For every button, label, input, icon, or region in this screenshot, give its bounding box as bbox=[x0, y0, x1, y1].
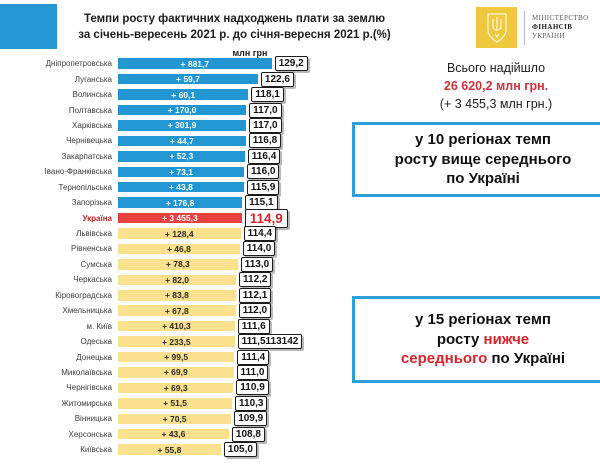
bar bbox=[118, 429, 229, 440]
percent-value-box: 129,2 bbox=[275, 56, 308, 71]
chart-row bbox=[0, 71, 355, 86]
percent-value-box: 114,0 bbox=[243, 241, 275, 256]
chart-row bbox=[0, 195, 355, 210]
bar-delta-label: + 60,1 bbox=[171, 89, 196, 100]
chart-row bbox=[0, 226, 355, 241]
region-label: Україна bbox=[82, 213, 112, 223]
bar-delta-label: + 881,7 bbox=[180, 58, 210, 69]
bar bbox=[118, 182, 244, 193]
percent-value-box: 112,0 bbox=[239, 303, 271, 318]
percent-value-box: 116,4 bbox=[248, 149, 280, 164]
bar-delta-label: + 99,5 bbox=[164, 352, 189, 363]
bar-delta-label: + 59,7 bbox=[176, 74, 200, 85]
region-label: Херсонська bbox=[68, 429, 112, 439]
bar bbox=[118, 58, 272, 69]
percent-value-box: 108,8 bbox=[232, 427, 265, 442]
bar-delta-label: + 69,9 bbox=[163, 367, 188, 378]
bar-delta-label: + 170,0 bbox=[167, 105, 197, 116]
bar-delta-label: + 43,8 bbox=[168, 182, 193, 193]
bar-delta-label: + 128,4 bbox=[164, 228, 194, 239]
bar bbox=[118, 244, 240, 255]
callout2-line3-black: по Україні bbox=[487, 350, 566, 368]
chart-row bbox=[0, 149, 355, 164]
chart-row bbox=[0, 303, 355, 318]
callout2-line3-red: середнього bbox=[400, 350, 488, 368]
bar-delta-label: + 176,8 bbox=[165, 197, 195, 208]
bar-delta-label: + 73,1 bbox=[169, 166, 193, 177]
title-line-1: Темпи росту фактичних надходжень плати за землю bbox=[83, 13, 386, 25]
bar bbox=[118, 290, 236, 301]
region-label: Волинська bbox=[72, 90, 112, 100]
bar bbox=[118, 275, 236, 286]
percent-value-box: 115,9 bbox=[247, 180, 279, 195]
bar bbox=[118, 398, 232, 409]
chart-row bbox=[0, 87, 355, 102]
callout1-line-3: по Україні bbox=[446, 170, 520, 188]
callout2-line-3 bbox=[401, 349, 565, 369]
region-label: Дніпропетровська bbox=[45, 59, 112, 69]
region-label: Одеська bbox=[80, 337, 112, 347]
chart-row bbox=[0, 318, 355, 333]
bar bbox=[118, 228, 241, 239]
callout-above-average bbox=[352, 122, 600, 197]
percent-value-box: 111,5113142 bbox=[238, 334, 303, 349]
bar-delta-label: + 44,7 bbox=[169, 135, 194, 146]
percent-value-box: 110,3 bbox=[235, 396, 267, 411]
percent-value-box: 115,1 bbox=[245, 195, 277, 210]
chart-row bbox=[0, 365, 355, 380]
bar bbox=[118, 151, 245, 162]
ministry-name-line-3: УКРАЇНИ bbox=[532, 31, 565, 40]
percent-value-box: 118,1 bbox=[251, 87, 283, 102]
percent-value-box: 109,9 bbox=[234, 411, 267, 426]
summary-total-value: 26 620,2 млн грн. bbox=[443, 78, 549, 93]
chart-row bbox=[0, 288, 355, 303]
region-label: Полтавська bbox=[68, 105, 112, 115]
bar bbox=[118, 105, 246, 116]
percent-value-box: 111,4 bbox=[237, 350, 269, 365]
chart-row bbox=[0, 380, 355, 395]
region-label: Київська bbox=[80, 445, 112, 455]
chart-row bbox=[0, 427, 355, 442]
region-label: Івано-Франківська bbox=[44, 167, 112, 177]
callout2-line-2 bbox=[437, 330, 529, 350]
chart-row bbox=[0, 272, 355, 287]
bar-delta-label: + 46,8 bbox=[166, 243, 191, 254]
ministry-logo bbox=[476, 7, 589, 48]
trident-emblem-icon bbox=[476, 7, 517, 48]
chart-row bbox=[0, 102, 355, 117]
bar-delta-label: + 233,5 bbox=[161, 336, 191, 347]
bar-delta-label: + 410,3 bbox=[162, 321, 191, 332]
summary-caption: Всього надійшло bbox=[446, 61, 546, 75]
region-label: Донецька bbox=[76, 352, 112, 362]
region-label: Сумська bbox=[80, 259, 112, 269]
bar-delta-label: + 78,3 bbox=[165, 259, 190, 270]
chart-row bbox=[0, 133, 355, 148]
bar bbox=[118, 197, 242, 208]
logo-divider bbox=[524, 11, 525, 45]
chart-row bbox=[0, 442, 355, 457]
percent-value-box: 110,9 bbox=[236, 380, 268, 395]
region-label: Хмельницька bbox=[62, 306, 112, 316]
bar-delta-label: + 301,9 bbox=[167, 120, 197, 131]
percent-value-box: 112,2 bbox=[239, 272, 271, 287]
chart-row bbox=[0, 334, 355, 349]
bar bbox=[118, 305, 236, 316]
region-label: Запорізька bbox=[71, 198, 112, 208]
region-label: Чернігівська bbox=[66, 383, 112, 393]
bar-chart bbox=[0, 56, 355, 457]
percent-value-box: 113,0 bbox=[241, 257, 273, 272]
bar bbox=[118, 352, 234, 363]
chart-row bbox=[0, 164, 355, 179]
chart-row bbox=[0, 349, 355, 364]
percent-value-box: 105,0 bbox=[224, 442, 257, 457]
bar bbox=[118, 336, 235, 347]
bar-delta-label: + 51,5 bbox=[163, 398, 187, 409]
region-label: Луганська bbox=[74, 74, 112, 84]
percent-value-box: 117,0 bbox=[249, 103, 281, 118]
chart-row bbox=[0, 396, 355, 411]
bar bbox=[118, 120, 246, 131]
bar bbox=[118, 444, 221, 455]
title-line-2: за січень-вересень 2021 р. до січня-вересня 2021 р.(%) bbox=[78, 29, 391, 42]
callout2-line2-black: росту bbox=[436, 330, 484, 348]
callout1-line-1: у 10 регіонах темп bbox=[414, 131, 551, 149]
percent-value-box: 116,0 bbox=[247, 164, 279, 179]
bar-delta-label: + 82,0 bbox=[165, 274, 189, 285]
bar bbox=[118, 74, 258, 85]
bar bbox=[118, 414, 231, 425]
callout-below-average bbox=[352, 296, 600, 383]
total-revenue-summary bbox=[400, 60, 592, 113]
bar bbox=[118, 167, 244, 178]
percent-value-box: 111,6 bbox=[238, 319, 270, 334]
bar-delta-label: + 43,6 bbox=[161, 429, 186, 440]
bar bbox=[118, 367, 234, 378]
percent-value-box: 111,0 bbox=[237, 365, 269, 380]
bar bbox=[118, 383, 233, 394]
chart-row bbox=[0, 257, 355, 272]
region-label: Харківська bbox=[72, 120, 112, 130]
region-label: Закарпатська bbox=[61, 151, 112, 161]
region-label: Житомирська bbox=[61, 398, 112, 408]
region-label: Вінницька bbox=[74, 414, 112, 424]
region-label: Львівська bbox=[76, 229, 112, 239]
bar bbox=[118, 321, 235, 332]
bar-delta-label: + 69,3 bbox=[163, 382, 188, 393]
bar-delta-label: + 83,8 bbox=[164, 290, 189, 301]
page-title bbox=[62, 11, 407, 43]
bar bbox=[118, 259, 238, 270]
callout2-line2-red: нижче bbox=[483, 330, 530, 348]
bar-delta-label: + 67,8 bbox=[164, 305, 189, 316]
chart-row bbox=[0, 180, 355, 195]
bar-delta-label: + 55,8 bbox=[157, 444, 182, 455]
chart-row bbox=[0, 411, 355, 426]
ministry-name-line-2: ФІНАНСІВ bbox=[532, 23, 573, 32]
bar bbox=[118, 89, 248, 100]
percent-value-box: 116,8 bbox=[249, 133, 281, 148]
percent-value-box: 122,6 bbox=[261, 72, 294, 87]
chart-row bbox=[0, 56, 355, 71]
chart-row bbox=[0, 118, 355, 133]
region-label: м. Київ bbox=[86, 321, 112, 331]
bar bbox=[118, 136, 246, 147]
callout2-line-1: у 15 регіонах темп bbox=[414, 311, 551, 329]
bar-delta-label: + 52,3 bbox=[169, 151, 194, 162]
callout1-line-2: росту вище середнього bbox=[394, 150, 572, 168]
summary-delta-value: (+ 3 455,3 млн грн.) bbox=[439, 96, 553, 111]
region-label: Тернопільська bbox=[58, 182, 112, 192]
bar-delta-label: + 3 455,3 bbox=[162, 213, 198, 224]
chart-row bbox=[0, 210, 355, 225]
unit-label: млн грн bbox=[232, 48, 268, 58]
percent-value-box: 117,0 bbox=[249, 118, 281, 133]
percent-value-box: 112,1 bbox=[239, 288, 271, 303]
chart-row bbox=[0, 241, 355, 256]
region-label: Рівненська bbox=[71, 244, 112, 254]
percent-value-box: 114,4 bbox=[244, 226, 276, 241]
decorative-blue-square bbox=[0, 4, 57, 49]
region-label: Миколаївська bbox=[61, 367, 112, 377]
region-label: Чернівецька bbox=[66, 136, 112, 146]
ministry-name-line-1: МІНІСТЕРСТВО bbox=[532, 14, 589, 23]
bar-delta-label: + 70,5 bbox=[162, 413, 187, 424]
percent-value-box: 114,9 bbox=[245, 209, 288, 228]
region-label: Кіровоградська bbox=[55, 290, 112, 300]
region-label: Черкаська bbox=[73, 275, 112, 285]
bar bbox=[118, 213, 242, 224]
ministry-name bbox=[532, 14, 589, 40]
